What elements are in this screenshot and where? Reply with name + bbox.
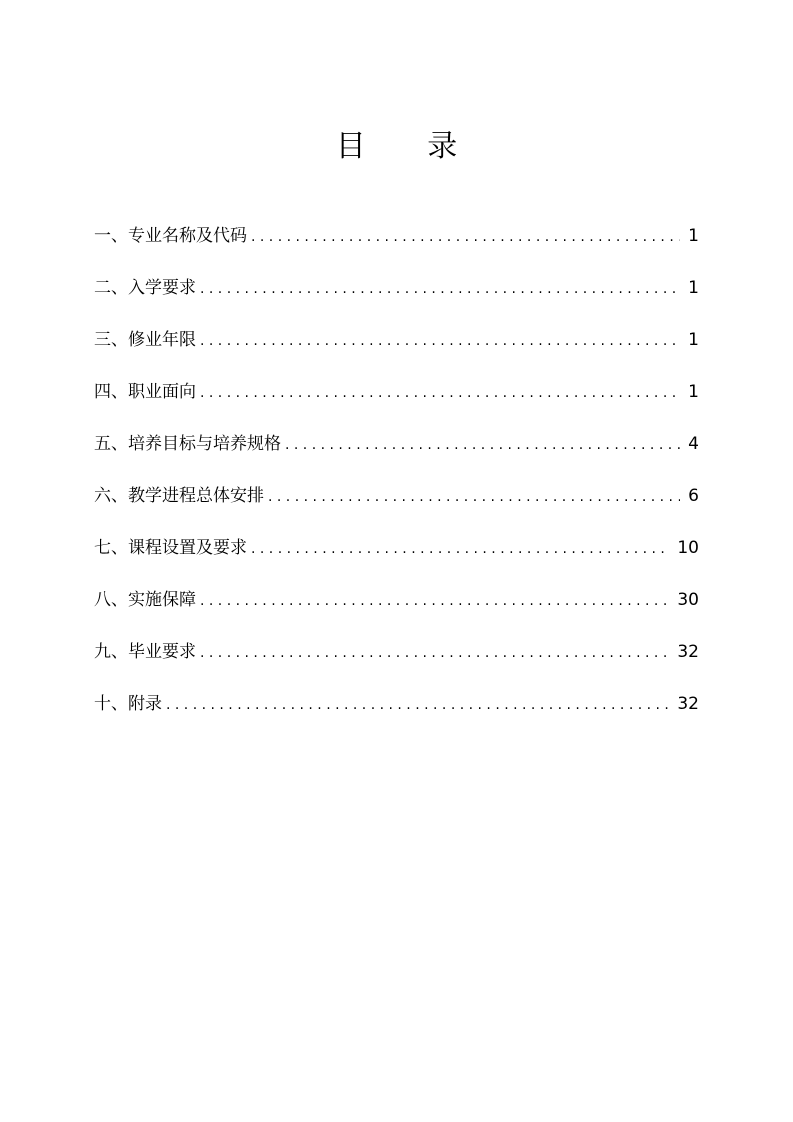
toc-entry[interactable]	[94, 223, 699, 275]
toc-entry[interactable]	[94, 691, 699, 743]
toc-entry[interactable]	[94, 275, 699, 327]
toc-entry[interactable]	[94, 431, 699, 483]
toc-entry-page-number: 4	[688, 434, 699, 454]
dot-leader	[200, 328, 680, 354]
dot-leader	[251, 224, 680, 250]
toc-entry-label: 八、实施保障	[94, 590, 196, 610]
toc-entry[interactable]	[94, 379, 699, 431]
toc-entry-label: 二、入学要求	[94, 278, 196, 298]
table-of-contents	[94, 223, 699, 743]
toc-entry[interactable]	[94, 483, 699, 535]
dot-leader	[285, 432, 680, 458]
toc-entry-label: 一、专业名称及代码	[94, 226, 247, 246]
toc-entry-page-number: 1	[688, 330, 699, 350]
toc-entry-page-number: 32	[677, 642, 699, 662]
toc-entry-label: 七、课程设置及要求	[94, 538, 247, 558]
dot-leader	[200, 640, 669, 666]
dot-leader	[200, 588, 669, 614]
toc-entry-page-number: 6	[688, 486, 699, 506]
dot-leader	[268, 484, 680, 510]
toc-entry[interactable]	[94, 535, 699, 587]
toc-entry-label: 三、修业年限	[94, 330, 196, 350]
dot-leader	[251, 536, 669, 562]
toc-entry-page-number: 1	[688, 278, 699, 298]
page-title: 目 录	[335, 129, 484, 164]
toc-entry-page-number: 32	[677, 694, 699, 714]
toc-entry-page-number: 10	[677, 538, 699, 558]
dot-leader	[166, 692, 669, 718]
toc-entry-label: 四、职业面向	[94, 382, 196, 402]
toc-entry-page-number: 30	[677, 590, 699, 610]
toc-entry[interactable]	[94, 587, 699, 639]
dot-leader	[200, 380, 680, 406]
toc-entry-page-number: 1	[688, 382, 699, 402]
toc-entry[interactable]	[94, 327, 699, 379]
toc-entry-label: 十、附录	[94, 694, 162, 714]
toc-entry-page-number: 1	[688, 226, 699, 246]
toc-entry-label: 九、毕业要求	[94, 642, 196, 662]
toc-entry-label: 五、培养目标与培养规格	[94, 434, 281, 454]
dot-leader	[200, 276, 680, 302]
toc-entry[interactable]	[94, 639, 699, 691]
toc-entry-label: 六、教学进程总体安排	[94, 486, 264, 506]
